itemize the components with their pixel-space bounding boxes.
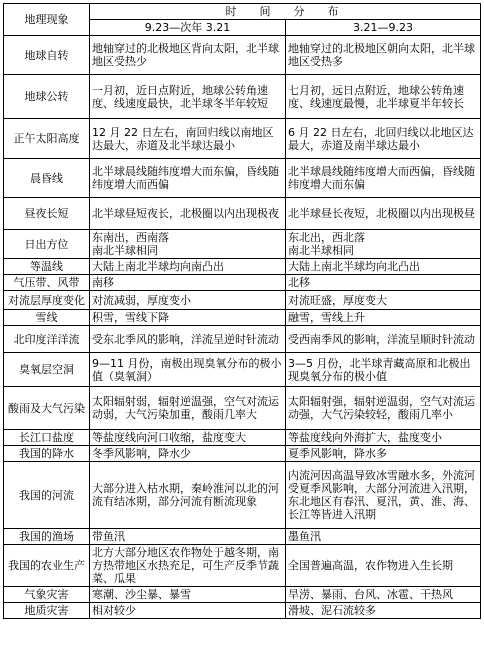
row-label: 气压带、风带 (4, 275, 90, 291)
table-row (4, 75, 481, 119)
table-row (4, 446, 481, 462)
row-label: 臭氧层空洞 (4, 353, 90, 387)
row-label: 日出方位 (4, 230, 90, 259)
row-label: 气象灾害 (4, 587, 90, 603)
cell-winter: 大部分进入枯水期，秦岭淮河以北的河流有结冰期，部分河流有断流现象 (90, 462, 286, 529)
cell-summer: 受西南季风的影响，洋流呈顺时针流动 (286, 326, 481, 353)
cell-winter: 大陆上南北半球均向南凸出 (90, 259, 286, 275)
cell-summer: 北半球晨线随纬度增大而西偏，昏线随纬度增大而东偏 (286, 159, 481, 198)
cell-summer: 地轴穿过的北极地区朝向太阳，北半球 地区受热多 (286, 36, 481, 75)
row-label: 晨昏线 (4, 159, 90, 198)
header-period-winter: 9.23—次年 3.21 (90, 20, 286, 36)
table-row (4, 119, 481, 159)
cell-summer: 6 月 22 日左右，北回归线以北地区达最大，赤道及南半球达最小 (286, 119, 481, 159)
cell-summer: 北移 (286, 275, 481, 291)
table-row (4, 387, 481, 430)
cell-summer: 等盐度线向外海扩大，盐度变小 (286, 430, 481, 446)
cell-winter: 9—11 月份，南极出现臭氧分布的极小值（臭氧洞） (90, 353, 286, 387)
table-row (4, 275, 481, 291)
row-label: 地球自转 (4, 36, 90, 75)
row-label: 昼夜长短 (4, 198, 90, 230)
cell-winter: 太阳辐射弱，辐射逆温强，空气对流运动弱，大气污染加重，酸雨几率大 (90, 387, 286, 430)
table-row (4, 430, 481, 446)
table-row (4, 230, 481, 259)
cell-summer: 七月初，远日点附近，地球公转角速度、线速度最慢，北半球夏半年较长 (286, 75, 481, 119)
table-row (4, 291, 481, 310)
cell-summer: 融雪，雪线上升 (286, 310, 481, 326)
row-label: 地球公转 (4, 75, 90, 119)
cell-summer: 夏季风影响，降水多 (286, 446, 481, 462)
cell-summer: 3—5 月份，北半球青藏高原和北极出现臭氧分布的极小值 (286, 353, 481, 387)
table-row (4, 462, 481, 529)
header-period-summer: 3.21—9.23 (286, 20, 481, 36)
geography-time-distribution-table (3, 3, 481, 619)
cell-summer: 内流河因高温导致冰雪融水多，外流河 受夏季风影响，大部分河流进入汛期，东北地区有春汛、夏汛，黄、淮、海、长江等皆进入汛期 (286, 462, 481, 529)
table-row (4, 259, 481, 275)
table-row (4, 353, 481, 387)
cell-winter: 相对较少 (90, 603, 286, 619)
cell-winter: 北方大部分地区农作物处于越冬期，南方热带地区水热充足，可生产反季节蔬菜、瓜果 (90, 545, 286, 587)
cell-summer: 滑坡、泥石流较多 (286, 603, 481, 619)
row-label: 酸雨及大气污染 (4, 387, 90, 430)
table-row (4, 587, 481, 603)
table-row (4, 603, 481, 619)
cell-winter: 北半球晨线随纬度增大而东偏，昏线随纬度增大而西偏 (90, 159, 286, 198)
cell-winter: 12 月 22 日左右，南回归线以南地区达最大，赤道及北半球达最小 (90, 119, 286, 159)
table-row (4, 529, 481, 545)
cell-summer: 旱涝、暴雨、台风、冰雹、干热风 (286, 587, 481, 603)
table-row (4, 36, 481, 75)
cell-winter: 带鱼汛 (90, 529, 286, 545)
row-label: 我国的渔场 (4, 529, 90, 545)
cell-summer: 太阳辐射强，辐射逆温弱，空气对流运动强，大气污染较轻，酸雨几率小 (286, 387, 481, 430)
cell-winter: 等盐度线向河口收缩，盐度变大 (90, 430, 286, 446)
cell-winter: 地轴穿过的北极地区背向太阳，北半球地区受热少 (90, 36, 286, 75)
cell-winter: 东南出，西南落 南北半球相同 (90, 230, 286, 259)
cell-summer: 大陆上南北半球均向北凸出 (286, 259, 481, 275)
cell-summer: 东北出，西北落 南北半球相同 (286, 230, 481, 259)
row-label: 地质灾害 (4, 603, 90, 619)
row-label: 雪线 (4, 310, 90, 326)
cell-winter: 南移 (90, 275, 286, 291)
cell-summer: 北半球昼长夜短，北极圈以内出现极昼 (286, 198, 481, 230)
cell-winter: 寒潮、沙尘暴、暴雪 (90, 587, 286, 603)
row-label: 我国的农业生产 (4, 545, 90, 587)
table-row (4, 326, 481, 353)
cell-winter: 冬季风影响，降水少 (90, 446, 286, 462)
table-row (4, 310, 481, 326)
cell-summer: 墨鱼汛 (286, 529, 481, 545)
cell-summer: 对流旺盛，厚度变大 (286, 291, 481, 310)
header-title: 时 间 分 布 (90, 4, 481, 20)
row-label: 长江口盐度 (4, 430, 90, 446)
cell-summer: 全国普遍高温，农作物进入生长期 (286, 545, 481, 587)
header-row (4, 4, 481, 20)
row-label: 对流层厚度变化 (4, 291, 90, 310)
row-label: 我国的河流 (4, 462, 90, 529)
row-label: 正午太阳高度 (4, 119, 90, 159)
cell-winter: 北半球昼短夜长，北极圈以内出现极夜 (90, 198, 286, 230)
table-row (4, 545, 481, 587)
table-row (4, 198, 481, 230)
cell-winter: 受东北季风的影响，洋流呈逆时针流动 (90, 326, 286, 353)
row-label: 北印度洋洋流 (4, 326, 90, 353)
cell-winter: 一月初，近日点附近，地球公转角速度、线速度最快，北半球冬半年较短 (90, 75, 286, 119)
header-corner-label: 地理现象 (4, 4, 90, 36)
table-row (4, 159, 481, 198)
cell-winter: 对流减弱，厚度变小 (90, 291, 286, 310)
row-label: 我国的降水 (4, 446, 90, 462)
row-label: 等温线 (4, 259, 90, 275)
cell-winter: 积雪，雪线下降 (90, 310, 286, 326)
